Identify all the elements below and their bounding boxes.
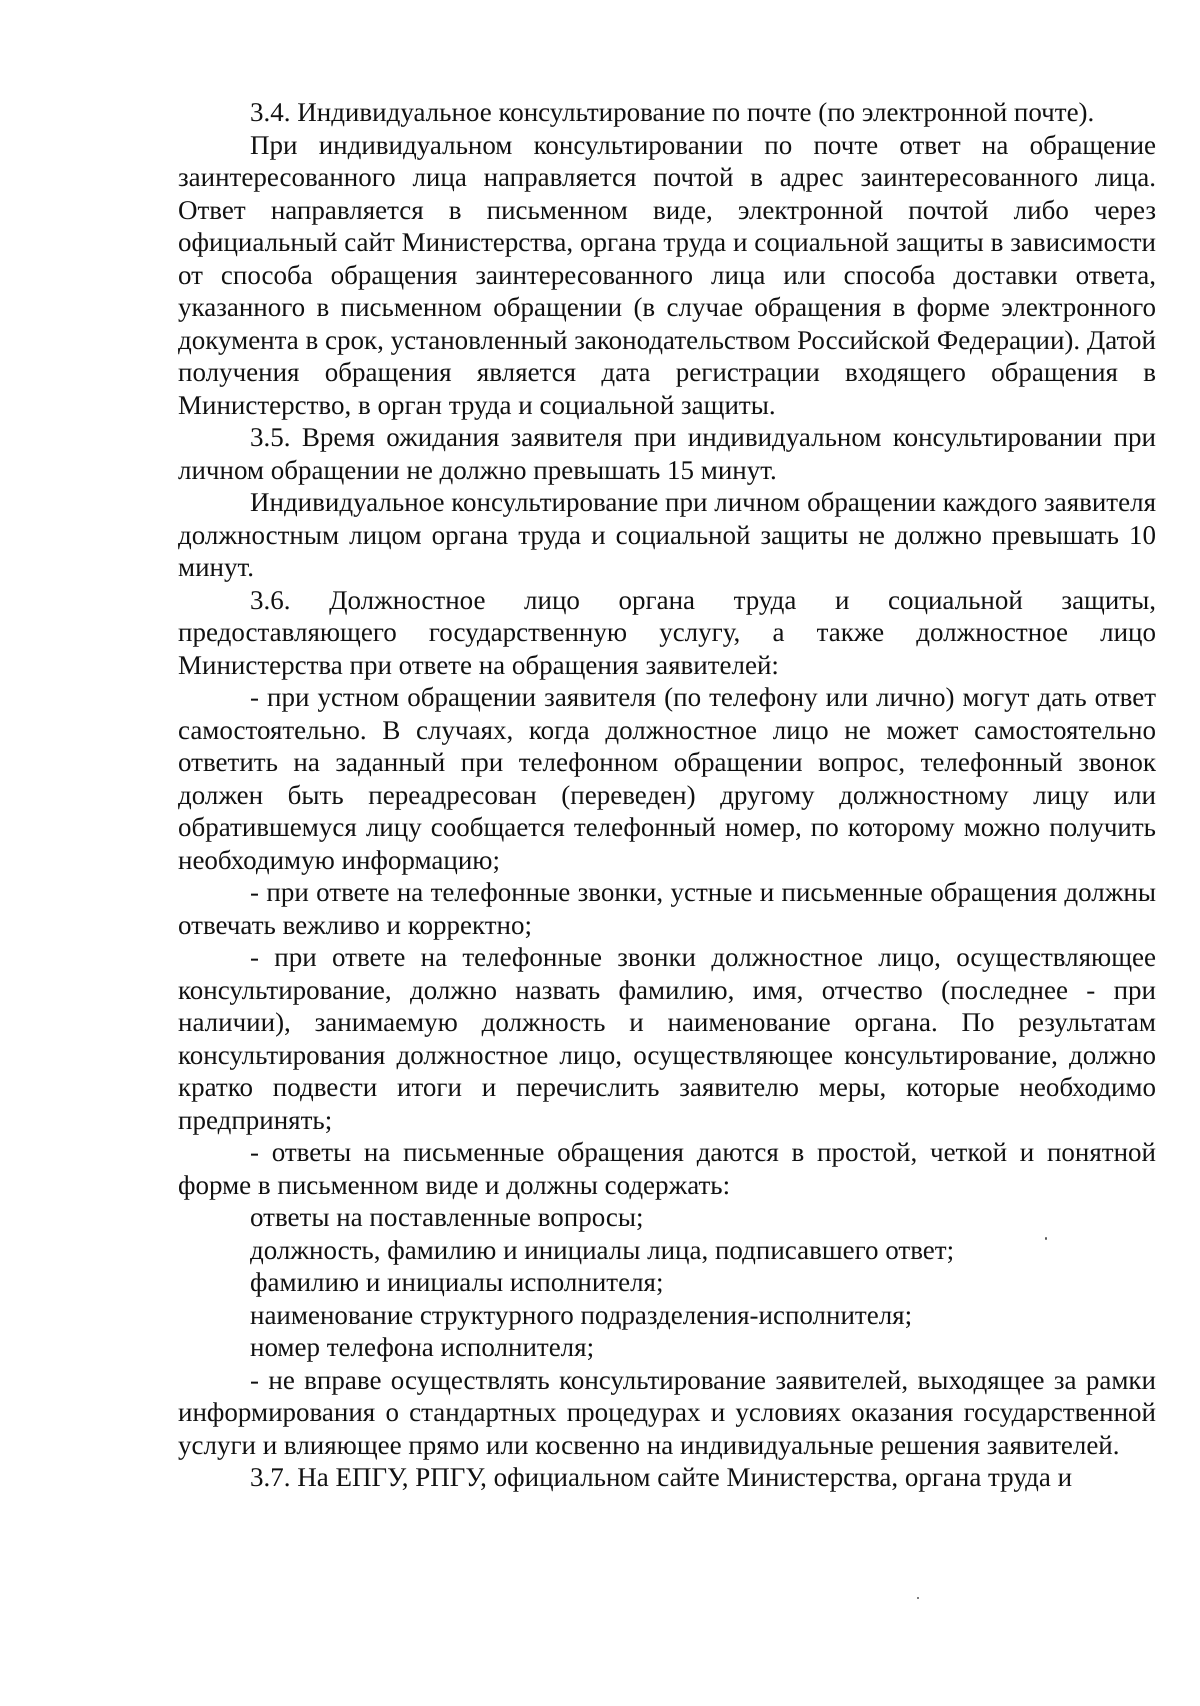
paragraph-3-7-heading: 3.7. На ЕПГУ, РПГУ, официальном сайте Министерства, органа труда и [250, 1462, 1073, 1492]
paragraph-3-4-heading: 3.4. Индивидуальное консультирование по почте (по электронной почте). [250, 97, 1095, 127]
paragraph-dash-phone-calls: - при ответе на телефонные звонки должностное лицо, осуществляющее консультирование, должно назвать фамилию, имя, отчество (последнее - при наличии), занимаемую должность и наименование органа. По результатам консультирования должностное лицо, осуществляющее консультирование, должно кратко подвести итоги и перечислить заявителю меры, которые необходимо предпринять; [178, 942, 1156, 1135]
list-item: ответы на поставленные вопросы; [250, 1202, 644, 1232]
paragraph-dash-politeness: - при ответе на телефонные звонки, устные и письменные обращения должны отвечать вежливо и корректно; [178, 877, 1156, 940]
list-item: наименование структурного подразделения-исполнителя; [250, 1299, 913, 1330]
paragraph-3-5-body: Индивидуальное консультирование при личном обращении каждого заявителя должностным лицом органа труда и социальной защиты не должно превышать 10 минут. [178, 487, 1156, 582]
paragraph-3-4-body: При индивидуальном консультировании по почте ответ на обращение заинтересованного лица направляется почтой в адрес заинтересованного лица. Ответ направляется в письменном виде, электронной почтой либо через официальный сайт Министерства, органа труда и социальной защиты в зависимости от способа обращения заинтересованного лица или способа доставки ответа, указанного в письменном обращении (в случае обращения в форме электронного документа в срок, установленный законодательством Российской Федерации). Датой получения обращения является дата регистрации входящего обращения в Министерство, в орган труда и социальной защиты. [178, 129, 1156, 420]
list-item: должность, фамилию и инициалы лица, подписавшего ответ; [250, 1234, 955, 1265]
scan-speck [917, 1597, 919, 1599]
paragraph-dash-oral-request: - при устном обращении заявителя (по телефону или лично) могут дать ответ самостоятельно. В случаях, когда должностное лицо не может самостоятельно ответить на заданный при телефонном обращении вопрос, телефонный звонок должен быть переадресован (переведен) другому должностному лицу или обратившемуся лицу сообщается телефонный номер, по которому можно получить необходимую информацию; [178, 682, 1156, 875]
document-page [178, 96, 1156, 1494]
scan-speck [1045, 1237, 1047, 1240]
paragraph-3-6-heading: 3.6. Должностное лицо органа труда и социальной защиты, предоставляющего государственную услугу, а также должностное лицо Министерства при ответе на обращения заявителей: [178, 584, 1156, 680]
list-item: фамилию и инициалы исполнителя; [250, 1267, 664, 1297]
paragraph-dash-not-allowed: - не вправе осуществлять консультирование заявителей, выходящее за рамки информирования о стандартных процедурах и условиях оказания государственной услуги и влияющее прямо или косвенно на индивидуальные решения заявителей. [178, 1364, 1156, 1460]
paragraph-3-5-heading: 3.5. Время ожидания заявителя при индивидуальном консультировании при личном обращении не должно превышать 15 минут. [178, 422, 1156, 485]
paragraph-dash-written-answers: - ответы на письменные обращения даются в простой, четкой и понятной форме в письменном виде и должны содержать: [178, 1137, 1156, 1200]
list-item: номер телефона исполнителя; [250, 1332, 595, 1362]
